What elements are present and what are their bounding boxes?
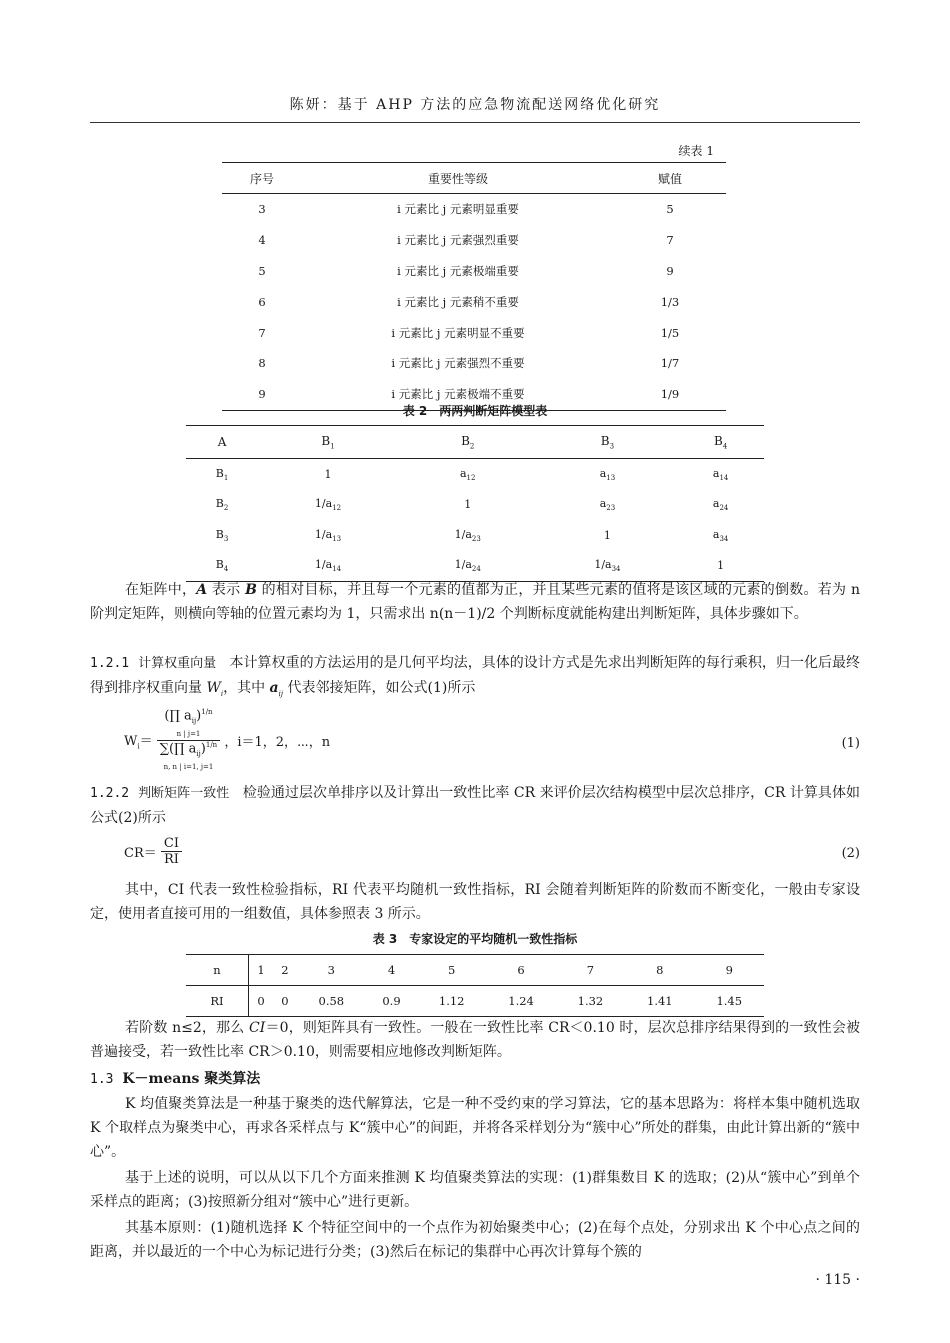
equation-2-label: (2) bbox=[841, 846, 860, 861]
table3-cell: 0.9 bbox=[382, 994, 401, 1008]
table1-cell: i 元素比 j 元素明显重要 bbox=[397, 202, 519, 217]
header-rule bbox=[90, 122, 860, 123]
table1-cell: 6 bbox=[258, 294, 266, 309]
table3-cell: 3 bbox=[297, 955, 366, 986]
table3-cell: 0 bbox=[281, 994, 289, 1008]
table2-cell: $B_4$ bbox=[215, 558, 229, 574]
table2-cell: $a_{23}$ bbox=[599, 497, 616, 513]
table3-cell: 1.24 bbox=[508, 994, 534, 1008]
eq1-tail: ，i＝1，2，⋯，n bbox=[224, 734, 331, 750]
paragraph-consistency: 若阶数 n≤2，那么 CI＝0，则矩阵具有一致性。一般在一致性比率 CR＜0.10 时，层次总排序结果得到的一致性会被普遍接受，若一致性比率 CR＞0.10，则需要相应地修改判断矩阵。 bbox=[90, 1020, 860, 1060]
table2-cell: $1/a_{24}$ bbox=[454, 558, 481, 574]
section-number: 1.2.1 bbox=[90, 656, 130, 671]
table1-cell: 8 bbox=[258, 356, 266, 371]
table2-cell: $a_{14}$ bbox=[712, 466, 729, 482]
table1-cell: 1/7 bbox=[660, 356, 680, 371]
table1-cell: 1/9 bbox=[660, 387, 680, 402]
table1-cell: i 元素比 j 元素强烈不重要 bbox=[391, 356, 525, 371]
table2-cell: 1 bbox=[324, 467, 332, 481]
paragraph-matrix-description: 在矩阵中，A 表示 B 的相对目标，并且每一个元素的值都为正，并且某些元素的值将是该区域的元素的倒数。若为 n 阶判定矩阵，则横向等轴的位置元素均为 1，只需求出 n(n－1)/2 个判断标度就能构建出判断矩阵，具体步骤如下。 bbox=[90, 582, 860, 622]
table1-cell: 7 bbox=[666, 233, 674, 248]
section-title: 判断矩阵一致性 bbox=[138, 786, 230, 801]
table1-header-cell: 序号 bbox=[222, 163, 302, 194]
eq1-lhs: $W_i=$ bbox=[124, 734, 153, 751]
section-number: 1.2.2 bbox=[90, 786, 130, 801]
table3-cell: 0.58 bbox=[318, 994, 345, 1008]
table2-header-cell: A bbox=[186, 426, 258, 459]
table2 bbox=[186, 425, 764, 582]
table1 bbox=[222, 162, 726, 411]
table2-header-cell: $B_1$ bbox=[258, 426, 398, 459]
table2-cell: $1/a_{13}$ bbox=[314, 527, 342, 543]
table3-container bbox=[186, 954, 764, 1017]
table2-header-cell: $B_3$ bbox=[538, 426, 678, 459]
paragraph-kmeans-intro: K 均值聚类算法是一种基于聚类的迭代解算法，它是一种不受约束的学习算法，它的基本思路为：将样本集中随机选取 K 个取样点为聚类中心，再求各采样点与 K“簇中心”的间距，并将各采样划分为“簇中心”所处的群集，由此计算出新的“簇中心”。 bbox=[90, 1096, 860, 1160]
table1-cell: 4 bbox=[258, 233, 266, 248]
table1-container bbox=[222, 140, 726, 411]
table1-header-cell: 重要性等级 bbox=[302, 163, 614, 194]
table3-cell: 7 bbox=[556, 955, 625, 986]
table2-row bbox=[186, 520, 764, 551]
table1-header-cell: 赋值 bbox=[614, 163, 726, 194]
table2-cell: $1/a_{12}$ bbox=[314, 497, 342, 513]
table1-cell: 5 bbox=[258, 263, 266, 278]
table1-cell: i 元素比 j 元素稍不重要 bbox=[397, 294, 519, 309]
table1-cell: i 元素比 j 元素明显不重要 bbox=[391, 325, 525, 340]
table3-cell: 0 bbox=[257, 994, 265, 1008]
section-1-3-heading bbox=[90, 1067, 860, 1092]
table2-row bbox=[186, 490, 764, 521]
paragraph-ri-description: 其中，CI 代表一致性检验指标，RI 代表平均随机一致性指标，RI 会随着判断矩阵的阶数而不断变化，一般由专家设定，使用者直接可用的一组数值，具体参照表 3 所示。 bbox=[90, 882, 860, 922]
section-title: K－means 聚类算法 bbox=[122, 1071, 261, 1087]
paragraph-kmeans-aspects: 基于上述的说明，可以从以下几个方面来推测 K 均值聚类算法的实现：(1)群集数目 K 的选取；(2)从“簇中心”到单个采样点的距离；(3)按照新分组对“簇中心”进行更新。 bbox=[90, 1170, 860, 1210]
table1-cell: i 元素比 j 元素极端不重要 bbox=[391, 387, 525, 402]
table1-row bbox=[222, 348, 726, 379]
table2-row bbox=[186, 459, 764, 490]
table3-cell: 1.45 bbox=[716, 994, 743, 1008]
table1-cell: i 元素比 j 元素极端重要 bbox=[397, 263, 519, 278]
table3-label-cell: RI bbox=[186, 986, 249, 1017]
table2-cell: $a_{24}$ bbox=[712, 497, 729, 513]
table2-cell: $a_{12}$ bbox=[459, 466, 476, 482]
table1-cell: 5 bbox=[666, 202, 674, 217]
table2-cell: $B_3$ bbox=[215, 527, 229, 543]
table2-caption: 表 2 两两判断矩阵模型表 bbox=[402, 404, 548, 418]
table1-cell: 3 bbox=[258, 202, 266, 217]
eq1-denominator: ∑(∏ $a_{ij})^{1/n}$ n, n | i=1, j=1 bbox=[159, 740, 218, 771]
table2-header-cell: $B_4$ bbox=[677, 426, 764, 459]
eq2-denominator: RI bbox=[163, 852, 179, 867]
table1-cell: 1/5 bbox=[660, 325, 680, 340]
table3-cell: 9 bbox=[695, 955, 765, 986]
table1-row bbox=[222, 317, 726, 348]
table1-cell: 9 bbox=[258, 387, 266, 402]
table3-cell: 8 bbox=[625, 955, 694, 986]
table1-row bbox=[222, 286, 726, 317]
table3-row-ri bbox=[186, 986, 764, 1017]
table2-cell: 1 bbox=[717, 559, 725, 573]
table2-cell: $B_1$ bbox=[215, 466, 229, 482]
table3-cell: 1.41 bbox=[647, 994, 673, 1008]
table3-caption: 表 3 专家设定的平均随机一致性指标 bbox=[372, 932, 578, 946]
table2-header-row bbox=[186, 426, 764, 459]
table2-header-cell: $B_2$ bbox=[398, 426, 538, 459]
table2-cell: $1/a_{34}$ bbox=[594, 558, 621, 574]
running-head: 陈妍：基于 AHP 方法的应急物流配送网络优化研究 bbox=[289, 97, 661, 113]
table1-row bbox=[222, 256, 726, 287]
table3-cell: 1.12 bbox=[438, 994, 465, 1008]
table2-cell: 1 bbox=[603, 528, 611, 542]
section-1-2-2: 1.2.2 判断矩阵一致性 检验通过层次单排序以及计算出一致性比率 CR 来评价层次结构模型中层次总排序，CR 计算具体如公式(2)所示 bbox=[90, 785, 860, 826]
table3-cell: 5 bbox=[417, 955, 486, 986]
table1-cell: 7 bbox=[258, 325, 266, 340]
section-number: 1.3 bbox=[90, 1072, 114, 1087]
table2-cell: $a_{34}$ bbox=[712, 527, 729, 543]
table1-cell: 1/3 bbox=[660, 294, 680, 309]
table2-row bbox=[186, 551, 764, 582]
table3-cell: 2 bbox=[273, 955, 296, 986]
table3 bbox=[186, 954, 764, 1017]
table1-row bbox=[222, 194, 726, 225]
eq2-numerator: CI bbox=[161, 836, 182, 852]
eq2-lhs: CR＝ bbox=[124, 846, 157, 861]
table1-cell: 9 bbox=[666, 263, 674, 278]
table1-row bbox=[222, 225, 726, 256]
table2-cell: $a_{13}$ bbox=[599, 466, 616, 482]
table1-continuation-note: 续表 1 bbox=[678, 144, 714, 158]
eq2-fraction bbox=[161, 836, 182, 867]
table3-cell: 6 bbox=[486, 955, 555, 986]
table1-header-row bbox=[222, 163, 726, 194]
table2-cell: $B_2$ bbox=[215, 497, 229, 513]
table3-row-n bbox=[186, 955, 764, 986]
equation-1-label: (1) bbox=[841, 736, 860, 751]
table3-label-cell: n bbox=[186, 955, 249, 986]
equation-1 bbox=[124, 708, 330, 773]
table1-cell: i 元素比 j 元素强烈重要 bbox=[397, 233, 519, 248]
table3-cell: 4 bbox=[366, 955, 417, 986]
eq1-numerator: (∏ $a_{ij})^{1/n}$ n | j=1 bbox=[157, 708, 220, 741]
table3-cell: 1.32 bbox=[577, 994, 604, 1008]
eq1-fraction bbox=[157, 708, 220, 773]
table2-cell: $1/a_{23}$ bbox=[454, 527, 481, 543]
table2-container bbox=[186, 425, 764, 582]
page-number: · 115 · bbox=[815, 1272, 860, 1288]
section-1-2-1: 1.2.1 计算权重向量 本计算权重的方法运用的是几何平均法，具体的设计方式是先求出判断矩阵的每行乘积，归一化后最终得到排序权重向量 $W_i$，其中 $a_{ij}$ 代表邻接矩阵，如公式(1)所示 bbox=[90, 655, 860, 698]
table2-cell: $1/a_{14}$ bbox=[314, 558, 342, 574]
equation-2 bbox=[124, 836, 182, 867]
table3-cell: 1 bbox=[249, 955, 274, 986]
paragraph-kmeans-principle: 其基本原则：(1)随机选择 K 个特征空间中的一个点作为初始聚类中心；(2)在每个点处，分别求出 K 个中心点之间的距离，并以最近的一个中心为标记进行分类；(3)然后在标记的集群中心再次计算每个簇的 bbox=[90, 1220, 860, 1260]
table2-cell: 1 bbox=[464, 498, 472, 512]
section-title: 计算权重向量 bbox=[138, 656, 217, 671]
